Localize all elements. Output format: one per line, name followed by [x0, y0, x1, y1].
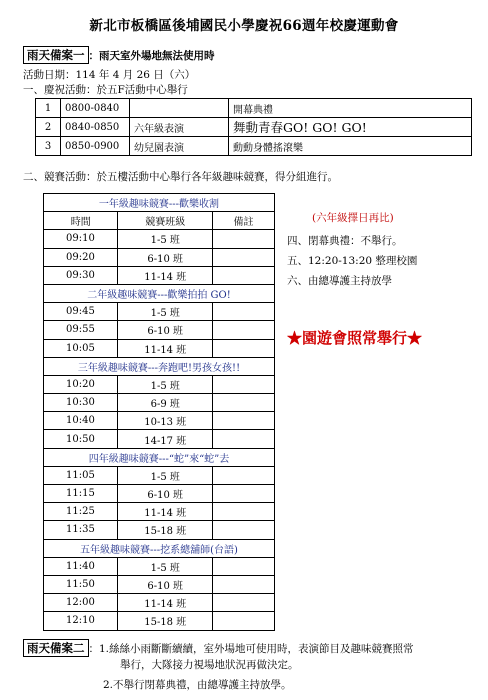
rain-plan-1 — [23, 44, 215, 63]
table-row — [44, 375, 275, 393]
race-class: 11-14 班 — [118, 266, 213, 284]
table-row — [36, 99, 472, 118]
row-item: 舞動青春GO! GO! GO! — [229, 118, 472, 137]
row-time: 0850-0900 — [61, 137, 130, 156]
race-note — [213, 503, 275, 521]
rain-plan-2-line1: ：1.絲絲小雨斷斷續續，室外場地可使用時，表演節目及趣味競賽照常 — [88, 643, 414, 655]
race-time: 09:10 — [44, 230, 118, 248]
group-header: 四年級趣味競賽---“蛇”來“蛇”去 — [44, 448, 275, 466]
race-note — [213, 321, 275, 339]
race-class: 6-10 班 — [118, 248, 213, 266]
race-note — [213, 594, 275, 612]
race-time: 11:15 — [44, 485, 118, 503]
row-number: 3 — [36, 137, 61, 156]
race-class: 14-17 班 — [118, 430, 213, 448]
rain-plan-1-text: ：雨天室外場地無法使用時 — [88, 50, 215, 62]
race-class: 1-5 班 — [118, 375, 213, 393]
race-class: 1-5 班 — [118, 303, 213, 321]
grade6-note: (六年級擇日再比) — [312, 212, 394, 224]
race-time: 09:55 — [44, 321, 118, 339]
section-race-heading: 二、競賽活動：於五樓活動中心舉行各年級趣味競賽，得分組進行。 — [23, 171, 338, 183]
group-header-row — [44, 448, 275, 466]
section-ceremony-heading: 一、慶祝活動：於五F活動中心舉行 — [23, 84, 188, 96]
table-row — [44, 575, 275, 593]
race-time: 11:40 — [44, 557, 118, 575]
table-row — [44, 503, 275, 521]
race-note — [213, 412, 275, 430]
table-row — [44, 321, 275, 339]
closing-ceremony-note: 四、閉幕典禮：不舉行。 — [287, 235, 403, 247]
race-class: 10-13 班 — [118, 412, 213, 430]
race-note — [213, 557, 275, 575]
race-time: 11:25 — [44, 503, 118, 521]
race-time: 12:00 — [44, 594, 118, 612]
event-date: 活動日期：114 年 4 月 26 日（六） — [23, 69, 196, 81]
group-header: 三年級趣味競賽---奔跑吧!男孩女孩!! — [44, 357, 275, 375]
table-row — [44, 612, 275, 630]
garden-party-notice: ★園遊會照常舉行★ — [287, 329, 423, 347]
table-row — [44, 466, 275, 484]
rain-plan-2-line2: 舉行，大隊接力視場地狀況再做決定。 — [120, 659, 299, 671]
race-note — [213, 394, 275, 412]
race-time: 09:20 — [44, 248, 118, 266]
group-header-row — [44, 357, 275, 375]
row-item: 開幕典禮 — [229, 99, 472, 118]
table-row — [44, 266, 275, 284]
race-time: 10:05 — [44, 339, 118, 357]
race-note — [213, 303, 275, 321]
race-schedule-table — [43, 193, 275, 631]
race-time: 09:45 — [44, 303, 118, 321]
race-time: 10:20 — [44, 375, 118, 393]
table-row — [36, 137, 472, 156]
group-header: 五年級趣味競賽---挖系總舖師(台語) — [44, 539, 275, 557]
race-class: 11-14 班 — [118, 594, 213, 612]
race-class: 1-5 班 — [118, 230, 213, 248]
column-header-row — [44, 212, 275, 230]
race-time: 12:10 — [44, 612, 118, 630]
row-performer — [130, 99, 229, 118]
race-note — [213, 230, 275, 248]
row-item: 動動身體搖滾樂 — [229, 137, 472, 156]
table-row — [44, 521, 275, 539]
cleanup-note: 五、12:20-13:20 整理校園 — [287, 255, 418, 267]
race-time: 10:50 — [44, 430, 118, 448]
race-note — [213, 612, 275, 630]
group-header: 一年級趣味競賽---歡樂收割 — [44, 194, 275, 212]
race-note — [213, 266, 275, 284]
race-note — [213, 521, 275, 539]
rain-plan-2 — [23, 637, 414, 656]
row-time: 0840-0850 — [61, 118, 130, 137]
race-note — [213, 466, 275, 484]
race-note — [213, 375, 275, 393]
column-header-time: 時間 — [44, 212, 118, 230]
table-row — [44, 412, 275, 430]
dismissal-note: 六、由總導護主持放學 — [287, 275, 392, 287]
race-time: 10:40 — [44, 412, 118, 430]
rain-plan-1-label: 雨天備案一 — [23, 46, 89, 64]
race-note — [213, 339, 275, 357]
race-class: 1-5 班 — [118, 466, 213, 484]
row-number: 1 — [36, 99, 61, 118]
rain-plan-2-line3: 2.不舉行閉幕典禮，由總導護主持放學。 — [103, 679, 292, 691]
table-row — [44, 557, 275, 575]
page-title: 新北市板橋區後埔國民小學慶祝66週年校慶運動會 — [89, 18, 399, 34]
race-class: 1-5 班 — [118, 557, 213, 575]
table-row — [44, 430, 275, 448]
group-header-row — [44, 194, 275, 212]
table-row — [44, 303, 275, 321]
row-performer: 幼兒園表演 — [130, 137, 229, 156]
race-class: 15-18 班 — [118, 612, 213, 630]
rain-plan-2-label: 雨天備案二 — [23, 639, 89, 657]
race-class: 6-10 班 — [118, 485, 213, 503]
race-note — [213, 575, 275, 593]
race-note — [213, 430, 275, 448]
race-time: 09:30 — [44, 266, 118, 284]
race-class: 6-10 班 — [118, 575, 213, 593]
table-row — [44, 339, 275, 357]
table-row — [44, 485, 275, 503]
column-header-class: 競賽班級 — [118, 212, 213, 230]
race-class: 15-18 班 — [118, 521, 213, 539]
race-class: 6-10 班 — [118, 321, 213, 339]
race-time: 11:35 — [44, 521, 118, 539]
group-header-row — [44, 539, 275, 557]
ceremony-table — [35, 98, 472, 156]
table-row — [44, 248, 275, 266]
race-note — [213, 248, 275, 266]
group-header: 二年級趣味競賽---歡樂拍拍 GO! — [44, 284, 275, 302]
column-header-note: 備註 — [213, 212, 275, 230]
race-time: 11:50 — [44, 575, 118, 593]
row-performer: 六年級表演 — [130, 118, 229, 137]
row-time: 0800-0840 — [61, 99, 130, 118]
table-row — [44, 394, 275, 412]
table-row — [44, 230, 275, 248]
row-number: 2 — [36, 118, 61, 137]
race-note — [213, 485, 275, 503]
race-class: 11-14 班 — [118, 339, 213, 357]
race-class: 11-14 班 — [118, 503, 213, 521]
race-class: 6-9 班 — [118, 394, 213, 412]
table-row — [36, 118, 472, 137]
race-time: 11:05 — [44, 466, 118, 484]
table-row — [44, 594, 275, 612]
race-time: 10:30 — [44, 394, 118, 412]
group-header-row — [44, 284, 275, 302]
